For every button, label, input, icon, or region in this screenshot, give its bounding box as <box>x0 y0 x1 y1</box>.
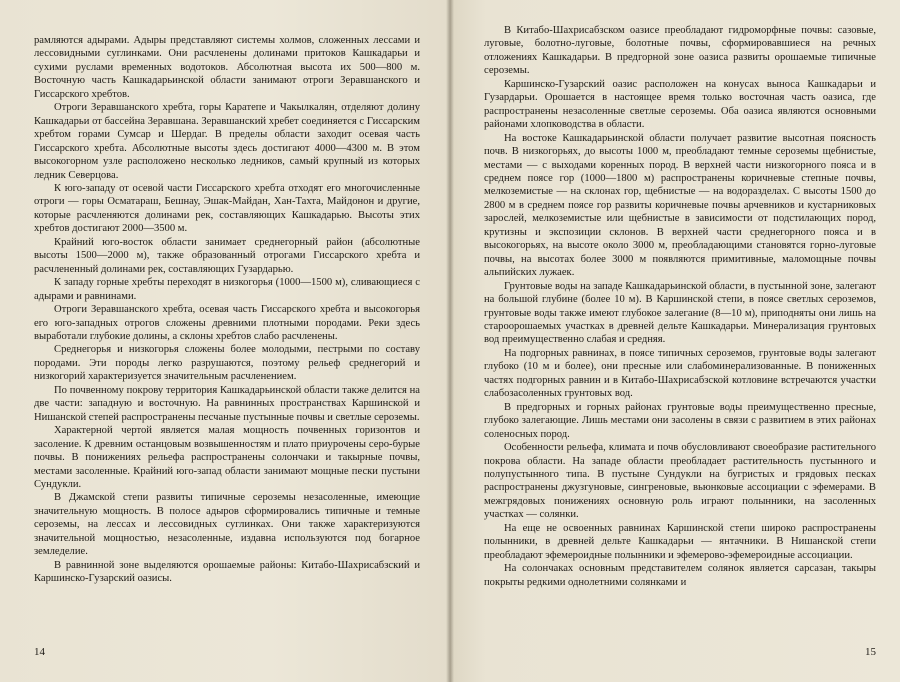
paragraph: На востоке Кашкадарьинской области получает развитие высотная поясность почв. В низкогорьях, до высоты 1000 м, преобладают темные сероземы щебнистые, местами — с выходами коренных пород. В верхней части низкогорного пояса и в среднем поясе гор (1000—1800 м) распространены коричневые степные почвы, мелкоземистые — на склонах гор, щебнистые — на водоразделах. С высоты 1500 до 2800 м в среднем поясе гор развиты коричневые почвы арчевников и кустарниковых зарослей, мелкоземистые или щебнистые в зависимости от подстилающих пород, крутизны и экспозиции склонов. В верхней части среднегорного пояса и в высокогорьях, на высоте около 3000 м, преобладающими становятся горно-луговые почвы, на высотах более 3000 м появляются примитивные, маломощные почвы альпийских лужаек. <box>484 132 876 279</box>
paragraph: Отроги Зеравшанского хребта, осевая часть Гиссарского хребта и высокогорья его юго-западных отрогов сложены древними плотными породами. Реки здесь выработали глубокие долины, а склоны хребтов слабо расчленены. <box>34 304 420 342</box>
paragraph: В Китабо-Шахрисабзском оазисе преобладают гидроморфные почвы: сазовые, луговые, болотно-луговые, болотные почвы, сформировавшиеся на речных отложениях Кашкадарьи. В предгорной зоне оазиса развиты орошаемые типичные сероземы. <box>484 25 876 77</box>
paragraph: Характерной чертой является малая мощность почвенных горизонтов и засоление. К древним останцовым возвышенностям и плато приурочены серо-бурые почвы. В понижениях рельефа распространены солончаки и такырные почвы, местами засоленные. Крайний юго-запад области занимают мощные пески пустыни Сундукли. <box>34 425 420 490</box>
paragraph: На еще не освоенных равнинах Каршинской степи широко распространены полынники, в древней дельте Кашкадарьи — янтачники. В Нишанской степи преобладают эфемероидные полынники и эфемерово-эфемероидные ассоциации. <box>484 522 876 561</box>
paragraph: В предгорных и горных районах грунтовые воды преимущественно пресные, глубоко залегающие. Лишь местами они засолены в связи с развитием в этих районах соленосных пород. <box>484 401 876 440</box>
paragraph: В Джамской степи развиты типичные сероземы незасоленные, имеющие значительную мощность. В полосе адыров сформировались типичные и темные сероземы, на лессах и лессовидных суглинках. Они также характеризуются значительной мощностью, незасоленные, издавна используются под богарное земледелие. <box>34 492 420 558</box>
paragraph: К юго-западу от осевой части Гиссарского хребта отходят его многочисленные отроги — горы Осматараш, Бешнау, Эшак-Майдан, Хан-Тахта, Майдонон и другие, которые расчленяются долинами рек, составляющих Кашкадарью. Высоты этих хребтов достигают 2000—3500 м. <box>34 182 420 235</box>
paragraph: На подгорных равнинах, в поясе типичных сероземов, грунтовые воды залегают глубоко (10 м и более), они пресные или слабоминерализованные. В пониженных частях подгорных равнин и в Китабо-Шахрисабзской котловине встречаются участки слабозасоленных грунтовых вод. <box>484 347 876 400</box>
paragraph: Среднегорья и низкогорья сложены более молодыми, пестрыми по составу породами. Эти породы легко разрушаются, поэтому рельеф среднегорий и низкогорий характеризуется значительным расчленением. <box>34 344 420 383</box>
left-page-text <box>34 34 420 586</box>
paragraph: Каршинско-Гузарский оазис расположен на конусах выноса Кашкадарьи и Гузардарьи. Орошается в настоящее время только восточная часть оазиса, где распространены незасоленные светлые сероземы. Оба оазиса являются основными районами хлопководства в области. <box>484 78 876 131</box>
paragraph: Особенности рельефа, климата и почв обусловливают своеобразие растительного покрова области. На западе области преобладает растительность пустынного и полупустынного типа. В пустыне Сундукли на бугристых и грядовых песках распространены джузгуновые, сингреновые, вьюнковые ассоциации с эфемерами. В межгрядовых понижениях основную роль играют полынники, на засоленных участках — солянки. <box>484 442 876 521</box>
paragraph: Отроги Зеравшанского хребта, горы Каратепе и Чакылкалян, отделяют долину Кашкадарьи от бассейна Зеравшана. Зеравшанский хребет соединяется с Гиссарским хребтом горами Сумсар и Шердаг. В пределы области заходит осевая часть Гиссарского хребта. Абсолютные высоты здесь достигают 4000—4300 м. В этом высокогорном узле расположено несколько ледников, самый крупный из которых ледник Северцова. <box>34 102 420 181</box>
paragraph: Крайний юго-восток области занимает среднегорный район (абсолютные высоты 1500—2000 м), также образованный отрогами Гиссарского хребта и расчлененный долинами рек, составляющих Гузардарью. <box>34 236 420 275</box>
page-number: 14 <box>34 646 45 658</box>
paragraph: Грунтовые воды на западе Кашкадарьинской области, в пустынной зоне, залегают на большой глубине (более 10 м). В Каршинской степи, в поясе светлых сероземов, грунтовые воды также имеют глубокое залегание (8—10 м), приподняты они лишь на староорошаемых участках в древней дельте Кашкадарьи. Минерализация грунтовых вод преимущественно слабая и средняя. <box>484 280 876 346</box>
page-number: 15 <box>865 646 876 658</box>
right-page-text <box>484 24 876 589</box>
paragraph: По почвенному покрову территория Кашкадарьинской области также делится на две части: западную и восточную. На равнинных пространствах Каршинской и Нишанской степей распространены песчаные пустынные почвы и светлые сероземы. <box>34 384 420 423</box>
paragraph: рамляются адырами. Адыры представляют системы холмов, сложенных лессами и лессовидными суглинками. Они расчленены долинами притоков Кашкадарьи и сухими руслами временных водотоков. Абсолютная высота их 500—800 м. Восточную часть Кашкадарьинской области занимают отроги Зеравшанского и Гиссарского хребтов. <box>34 35 420 100</box>
paragraph: К западу горные хребты переходят в низкогорья (1000—1500 м), сливающиеся с адырами и равнинами. <box>34 277 420 302</box>
paragraph: В равнинной зоне выделяются орошаемые районы: Китабо-Шахрисабзский и Каршинско-Гузарский оазисы. <box>34 559 420 585</box>
right-page <box>450 0 900 682</box>
paragraph: На солончаках основным представителем солянок является сарсазан, такыры покрыты редкими однолетними солянками и <box>484 563 876 588</box>
